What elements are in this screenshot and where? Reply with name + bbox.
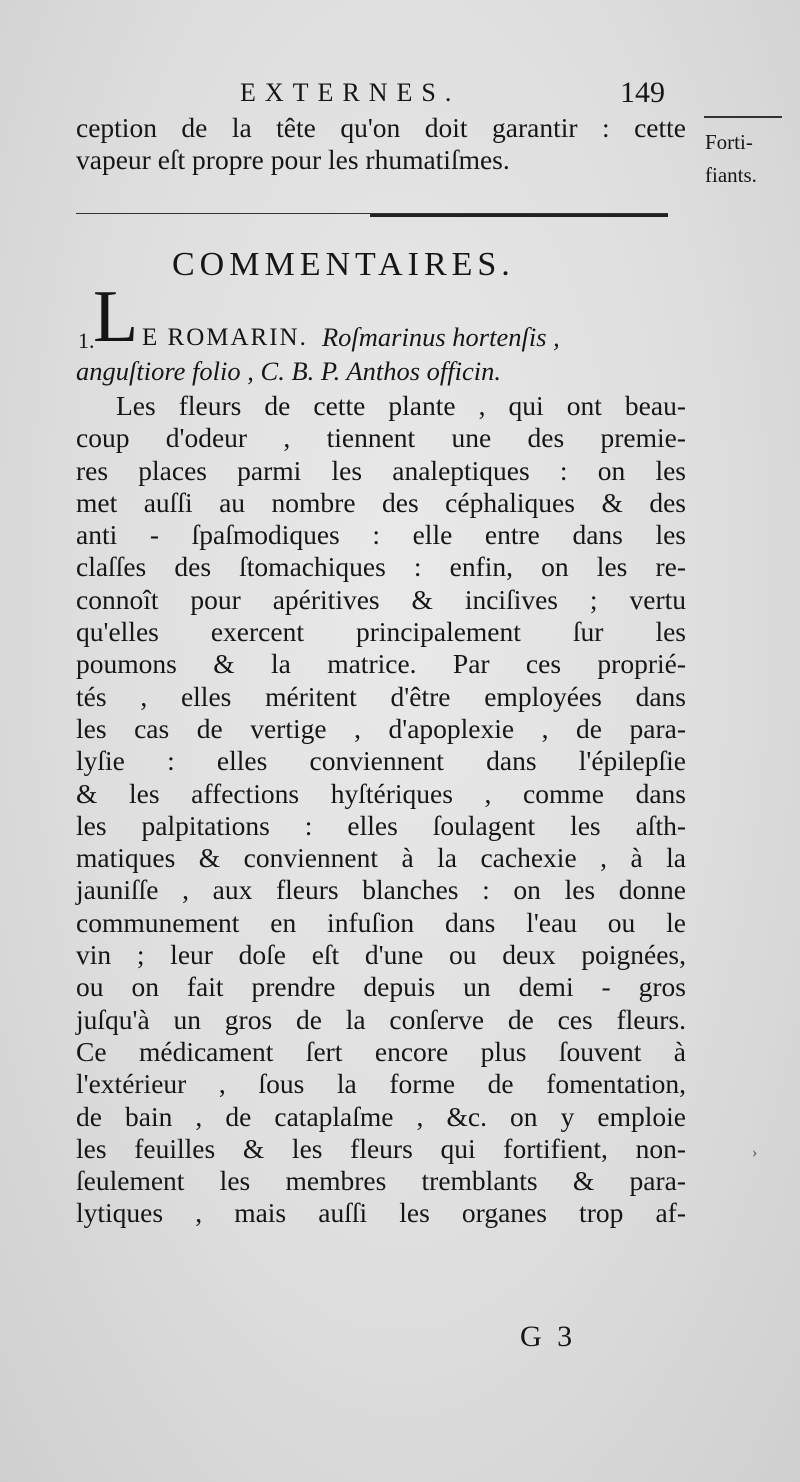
entry-heading: E ROMARIN. [142,324,308,351]
text-line: les feuilles & les fleurs qui fortifient, non- [76,1132,686,1164]
text-line: ception de la tête qu'on doit garantir : cette [76,112,686,143]
text-line: connoît pour apéritives & inciſives ; vertu [76,583,686,615]
text-line: qu'elles exercent principalement ſur les [76,616,686,648]
margin-note [705,126,795,192]
text-line: vapeur eſt propre pour les rhumatiſmes. [76,144,510,176]
text-line: res places parmi les analeptiques : on les [76,454,686,486]
section-title: COMMENTAIRES. [172,246,515,283]
text-line: ou on fait prendre depuis un demi - gros [76,971,686,1003]
text-line: matiques & conviennent à la cachexie , à la [76,842,686,874]
text-line: communement en infuſion dans l'eau ou le [76,906,686,938]
margin-note-line-2: fiants. [705,163,757,187]
text-line: juſqu'à un gros de la conſerve de ces fleurs. [76,1003,686,1035]
drop-cap: L [93,276,139,358]
intro-text [76,112,686,177]
text-line: & les affections hyſtériques , comme dans [76,777,686,809]
text-line: les palpitations : elles ſoulagent les aſth- [76,809,686,841]
text-line: jauniſſe , aux fleurs blanches : on les donne [76,874,686,906]
text-line: poumons & la matrice. Par ces proprié- [76,648,686,680]
text-line: met auſſi au nombre des céphaliques & des [76,486,686,518]
text-line: Ce médicament ſert encore plus ſouvent à [76,1035,686,1067]
text-line: ſeulement les membres tremblants & para- [76,1165,686,1197]
running-head: EXTERNES. [240,78,461,107]
section-divider-thick [370,214,668,217]
text-line: vin ; leur doſe eſt d'une ou deux poignées, [76,939,686,971]
page-number: 149 [620,76,665,109]
text-line: l'extérieur , ſous la forme de fomentation, [76,1068,686,1100]
ink-speck: › [752,1144,758,1161]
text-line: lytiques , mais auſſi les organes trop af- [76,1197,686,1229]
entry-latin-synonym: anguſtiore folio , C. B. P. Anthos officin. [76,356,501,386]
text-line: lyſie : elles conviennent dans l'épilepſie [76,745,686,777]
margin-rule [704,116,782,118]
text-line: claſſes des ſtomachiques : enfin, on les re- [76,551,686,583]
text-line: coup d'odeur , tiennent une des premie- [76,422,686,454]
margin-note-line-1: Forti- [705,130,753,154]
text-line: de bain , de cataplaſme , &c. on y emploie [76,1100,686,1132]
entry-number: 1. [78,328,95,353]
entry-latin-name: Roſmarinus hortenſis , [322,322,560,352]
text-line: anti - ſpaſmodiques : elle entre dans les [76,519,686,551]
text-line: Les fleurs de cette plante , qui ont beau- [116,390,686,421]
signature-mark: G 3 [520,1320,577,1353]
text-line: les cas de vertige , d'apoplexie , de para- [76,712,686,744]
body-text [76,390,686,1230]
text-line: tés , elles méritent d'être employées dans [76,680,686,712]
